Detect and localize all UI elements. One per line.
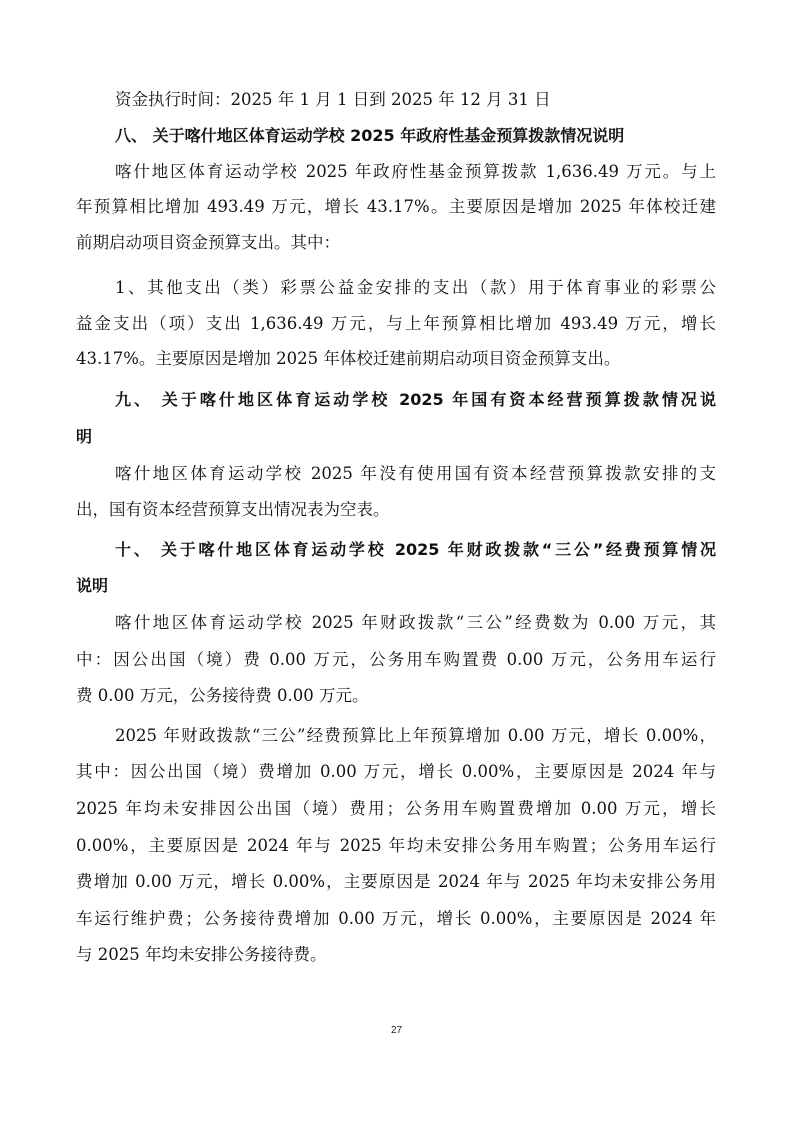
paragraph-line: 与 2025 年均未安排公务接待费。 (76, 945, 327, 964)
paragraph-line: 费增加 0.00 万元，增长 0.00%，主要原因是 2024 年与 2025 年均未安排公务用 (76, 872, 716, 891)
section-10-heading-cont: 说明 (76, 576, 109, 595)
paragraph-line: 喀什地区体育运动学校 2025 年政府性基金预算拨款 1,636.49 万元。与上 (115, 162, 716, 181)
paragraph-line: 车运行维护费；公务接待费增加 0.00 万元，增长 0.00%，主要原因是 2024 年 (76, 909, 716, 928)
paragraph-line: 43.17%。主要原因是增加 2025 年体校迁建前期启动项目资金预算支出。 (76, 349, 621, 368)
paragraph-line: 年预算相比增加 493.49 万元，增长 43.17%。主要原因是增加 2025 年体校迁建 (76, 197, 716, 216)
paragraph-line: 前期启动项目资金预算支出。其中： (76, 233, 340, 252)
paragraph-line: 2025 年均未安排因公出国（境）费用；公务用车购置费增加 0.00 万元，增长 (76, 799, 716, 818)
paragraph-line: 中：因公出国（境）费 0.00 万元，公务用车购置费 0.00 万元，公务用车运行 (76, 650, 716, 669)
funding-period-line: 资金执行时间：2025 年 1 月 1 日到 2025 年 12 月 31 日 (115, 90, 551, 109)
paragraph-line: 0.00%，主要原因是 2024 年与 2025 年均未安排公务用车购置；公务用车运行 (76, 836, 716, 855)
paragraph-line: 出，国有资本经营预算支出情况表为空表。 (76, 500, 390, 519)
paragraph-line: 其中：因公出国（境）费增加 0.00 万元，增长 0.00%，主要原因是 2024 年与 (76, 762, 716, 781)
section-9-heading-cont: 明 (76, 427, 93, 446)
paragraph-line: 1、其他支出（类）彩票公益金安排的支出（款）用于体育事业的彩票公 (115, 278, 716, 297)
paragraph-line: 2025 年财政拨款“三公”经费预算比上年预算增加 0.00 万元，增长 0.00%， (115, 726, 716, 745)
section-8-heading: 八、 关于喀什地区体育运动学校 2025 年政府性基金预算拨款情况说明 (115, 126, 625, 145)
paragraph-line: 喀什地区体育运动学校 2025 年没有使用国有资本经营预算拨款安排的支 (115, 464, 716, 483)
paragraph-line: 费 0.00 万元，公务接待费 0.00 万元。 (76, 686, 369, 705)
paragraph-line: 喀什地区体育运动学校 2025 年财政拨款“三公”经费数为 0.00 万元，其 (115, 613, 716, 632)
section-10-heading: 十、 关于喀什地区体育运动学校 2025 年财政拨款“三公”经费预算情况 (115, 540, 716, 559)
section-9-heading: 九、 关于喀什地区体育运动学校 2025 年国有资本经营预算拨款情况说 (115, 390, 716, 409)
page-number: 27 (390, 1025, 403, 1036)
paragraph-line: 益金支出（项）支出 1,636.49 万元，与上年预算相比增加 493.49 万元，增长 (76, 314, 716, 333)
